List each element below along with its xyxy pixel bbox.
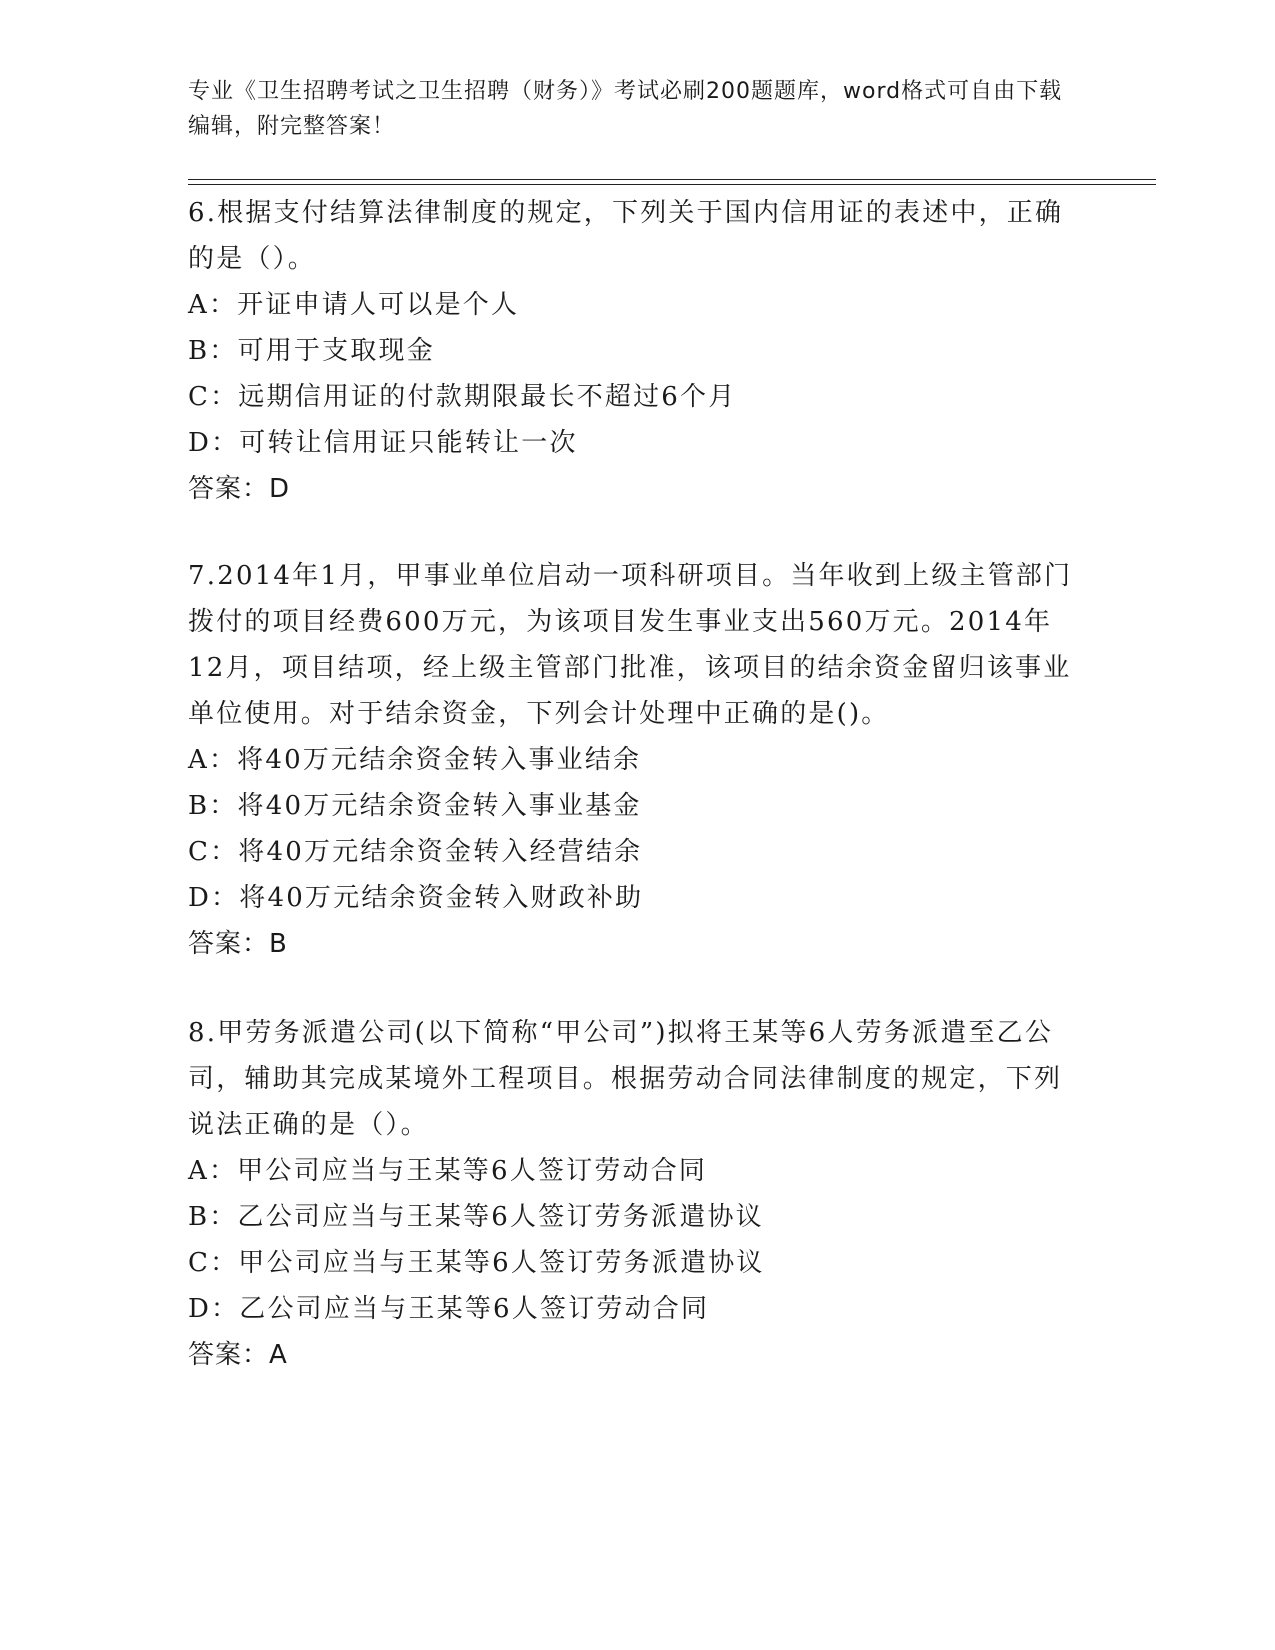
answer-label: 答案：A — [188, 1340, 288, 1370]
header-rule-top — [188, 179, 1156, 180]
option-c: C：远期信用证的付款期限最长不超过6个月 — [188, 382, 737, 412]
question-stem: 7.2014年1月，甲事业单位启动一项科研项目。当年收到上级主管部门拨付的项目经费600万元，为该项目发生事业支出560万元。2014年12月，项目结项，经上级主管部门批准，该项目的结余资金留归该事业单位使用。对于结余资金，下列会计处理中正确的是()。 — [188, 561, 1073, 729]
question-6 — [188, 190, 1088, 512]
option-b: B：将40万元结余资金转入事业基金 — [188, 791, 642, 821]
option-d: D：乙公司应当与王某等6人签订劳动合同 — [188, 1294, 710, 1324]
question-8 — [188, 1010, 1088, 1378]
option-d: D：可转让信用证只能转让一次 — [188, 428, 578, 458]
option-b: B：可用于支取现金 — [188, 336, 435, 366]
question-stem: 6.根据支付结算法律制度的规定，下列关于国内信用证的表述中，正确的是（）。 — [188, 198, 1064, 274]
option-c: C：甲公司应当与王某等6人签订劳务派遣协议 — [188, 1248, 765, 1278]
answer-label: 答案：B — [188, 929, 288, 959]
question-stem: 8.甲劳务派遣公司(以下简称“甲公司”)拟将王某等6人劳务派遣至乙公司，辅助其完成某境外工程项目。根据劳动合同法律制度的规定，下列说法正确的是（）。 — [188, 1018, 1063, 1140]
option-b: B：乙公司应当与王某等6人签订劳务派遣协议 — [188, 1202, 764, 1232]
header-rule-bottom — [188, 184, 1156, 185]
question-7 — [188, 553, 1088, 967]
option-a: A：甲公司应当与王某等6人签订劳动合同 — [188, 1156, 708, 1186]
option-d: D：将40万元结余资金转入财政补助 — [188, 883, 644, 913]
option-c: C：将40万元结余资金转入经营结余 — [188, 837, 643, 867]
document-header: 专业《卫生招聘考试之卫生招聘（财务）》考试必刷200题题库，word格式可自由下载编辑，附完整答案！ — [188, 79, 1063, 139]
option-a: A：开证申请人可以是个人 — [188, 290, 520, 320]
option-a: A：将40万元结余资金转入事业结余 — [188, 745, 642, 775]
answer-label: 答案：D — [188, 474, 291, 504]
